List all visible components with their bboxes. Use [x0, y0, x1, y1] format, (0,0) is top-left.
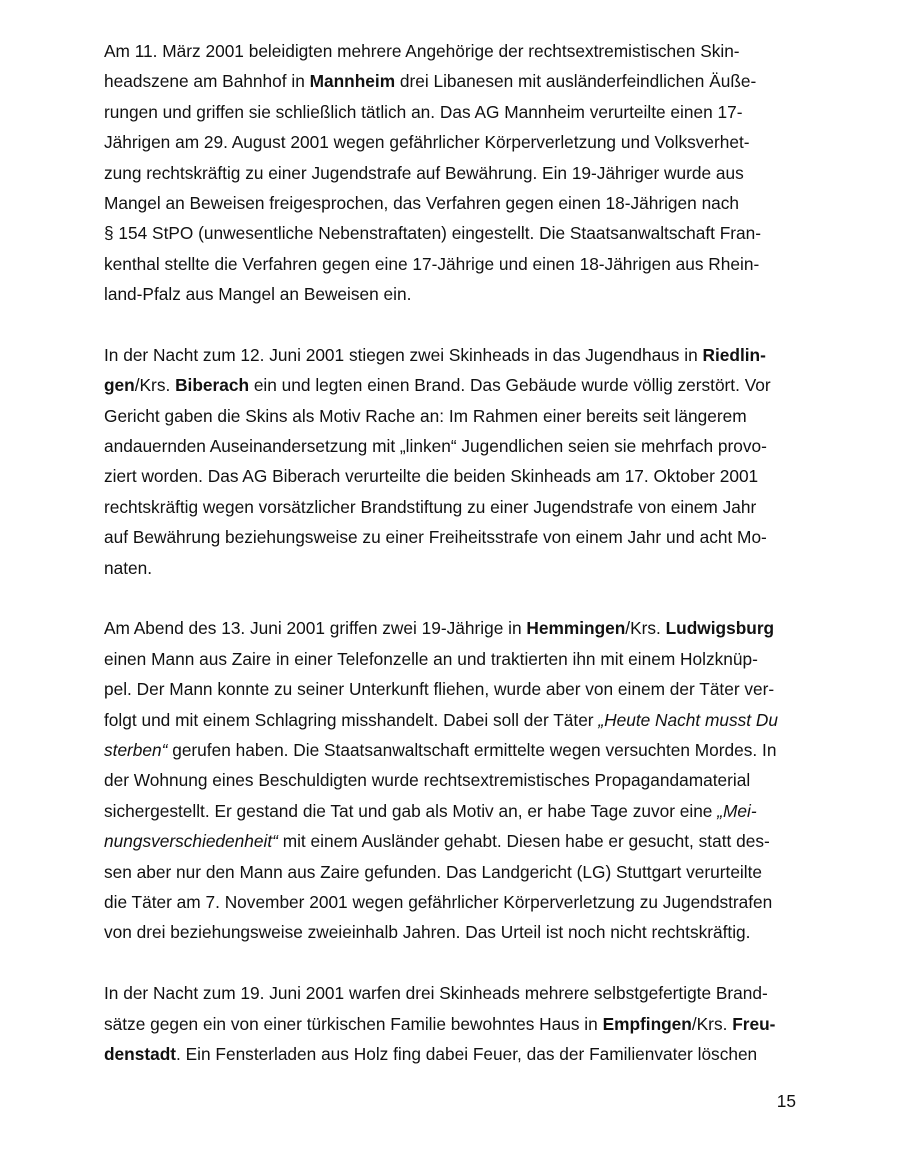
text-run: auf Bewährung beziehungsweise zu einer Freiheitsstrafe von einem Jahr und acht Mo- [104, 527, 767, 548]
text-line [104, 188, 796, 218]
text-run: sichergestellt. Er gestand die Tat und gab als Motiv an, er habe Tage zuvor eine [104, 800, 718, 821]
text-line [104, 1039, 796, 1069]
text-run: . Ein Fensterladen aus Holz fing dabei Feuer, das der Familienvater löschen [176, 1043, 758, 1064]
place-name: Riedlin- [702, 344, 766, 365]
quoted-text: „Mei- [717, 800, 757, 821]
text-line [104, 705, 796, 735]
page-number: 15 [776, 1091, 796, 1111]
paragraph [104, 613, 796, 947]
text-line [104, 127, 796, 157]
text-line [104, 826, 796, 856]
text-run: /Krs. [691, 1013, 733, 1034]
text-line [104, 796, 796, 826]
text-line [104, 370, 796, 400]
text-run: Gericht gaben die Skins als Motiv Rache an: Im Rahmen einer bereits seit längerem [104, 405, 747, 426]
text-run: § 154 StPO (unwesentliche Nebenstraftaten) eingestellt. Die Staatsanwaltschaft Fran- [104, 223, 762, 244]
text-run: kenthal stellte die Verfahren gegen eine 17-Jährige und einen 18-Jährigen aus Rhein- [104, 253, 760, 274]
text-line [104, 674, 796, 704]
text-line [104, 1009, 796, 1039]
text-line [104, 857, 796, 887]
text-run: Am 11. März 2001 beleidigten mehrere Angehörige der rechtsextremistischen Skin- [104, 41, 740, 61]
text-line [104, 735, 796, 765]
text-run: rungen und griffen sie schließlich tätlich an. Das AG Mannheim verurteilte einen 17- [104, 101, 743, 122]
place-name: denstadt [104, 1043, 177, 1064]
place-name: Biberach [175, 375, 250, 396]
text-run: folgt und mit einem Schlagring misshandelt. Dabei soll der Täter [104, 709, 599, 730]
place-name: Mannheim [309, 71, 396, 92]
text-run: In der Nacht zum 12. Juni 2001 stiegen zwei Skinheads in das Jugendhaus in [104, 344, 703, 365]
text-line [104, 401, 796, 431]
text-line [104, 492, 796, 522]
text-line [104, 887, 796, 917]
text-run: der Wohnung eines Beschuldigten wurde rechtsextremistisches Propagandamaterial [104, 770, 751, 791]
text-line [104, 553, 796, 583]
text-line [104, 218, 796, 248]
text-line [104, 340, 796, 370]
text-run: pel. Der Mann konnte zu seiner Unterkunft fliehen, wurde aber von einem der Täter ver- [104, 679, 775, 700]
text-line [104, 66, 796, 96]
text-run: zung rechtskräftig zu einer Jugendstrafe auf Bewährung. Ein 19-Jähriger wurde aus [104, 162, 744, 183]
text-run: Mangel an Beweisen freigesprochen, das Verfahren gegen einen 18-Jährigen nach [104, 192, 740, 213]
text-run: ein und legten einen Brand. Das Gebäude wurde völlig zerstört. Vor [249, 375, 771, 396]
text-run: naten. [104, 557, 153, 578]
place-name: gen [104, 375, 135, 396]
paragraph [104, 340, 796, 583]
text-run: Jährigen am 29. August 2001 wegen gefährlicher Körperverletzung und Volksverhet- [104, 132, 750, 153]
text-run: die Täter am 7. November 2001 wegen gefährlicher Körperverletzung zu Jugendstrafen [104, 891, 773, 912]
text-run: andauernden Auseinandersetzung mit „linken“ Jugendlichen seien sie mehrfach provo- [104, 436, 767, 457]
place-name: Hemmingen [526, 618, 626, 639]
text-run: headszene am Bahnhof in [104, 71, 310, 92]
text-run: land-Pfalz aus Mangel an Beweisen ein. [104, 284, 412, 305]
text-run: sen aber nur den Mann aus Zaire gefunden. Das Landgericht (LG) Stuttgart verurteilte [104, 861, 763, 882]
place-name: Ludwigsburg [665, 618, 775, 639]
text-run: /Krs. [625, 618, 666, 639]
text-line [104, 36, 796, 66]
quoted-text: sterben“ [104, 739, 168, 760]
text-line [104, 158, 796, 188]
place-name: Empfingen [602, 1013, 692, 1034]
paragraph [104, 36, 796, 310]
text-line [104, 461, 796, 491]
text-run: gerufen haben. Die Staatsanwaltschaft ermittelte wegen versuchten Mordes. In [167, 739, 777, 760]
text-line [104, 97, 796, 127]
text-line [104, 917, 796, 947]
text-line [104, 644, 796, 674]
paragraph [104, 978, 796, 1069]
text-line [104, 613, 796, 643]
text-line [104, 431, 796, 461]
quoted-text: „Heute Nacht musst Du [598, 709, 778, 730]
document-body [104, 36, 796, 1100]
text-line [104, 279, 796, 309]
text-run: ziert worden. Das AG Biberach verurteilte die beiden Skinheads am 17. Oktober 2001 [104, 466, 759, 487]
text-run: mit einem Ausländer gehabt. Diesen habe er gesucht, statt des- [277, 831, 770, 852]
text-line [104, 522, 796, 552]
text-run: sätze gegen ein von einer türkischen Familie bewohntes Haus in [104, 1013, 603, 1034]
text-run: /Krs. [134, 375, 176, 396]
quoted-text: nungsverschiedenheit“ [104, 831, 278, 852]
text-run: In der Nacht zum 19. Juni 2001 warfen drei Skinheads mehrere selbstgefertigte Brand- [104, 983, 768, 1004]
text-run: von drei beziehungsweise zweieinhalb Jahren. Das Urteil ist noch nicht rechtskräftig. [104, 922, 751, 943]
text-line [104, 249, 796, 279]
text-line [104, 765, 796, 795]
text-line [104, 978, 796, 1008]
text-run: drei Libanesen mit ausländerfeindlichen Äuße- [395, 71, 757, 92]
text-run: rechtskräftig wegen vorsätzlicher Brandstiftung zu einer Jugendstrafe von einem Jahr [104, 496, 757, 517]
text-run: einen Mann aus Zaire in einer Telefonzelle an und traktierten ihn mit einem Holzknüp- [104, 648, 758, 669]
text-run: Am Abend des 13. Juni 2001 griffen zwei 19-Jährige in [104, 618, 527, 639]
place-name: Freu- [732, 1013, 776, 1034]
